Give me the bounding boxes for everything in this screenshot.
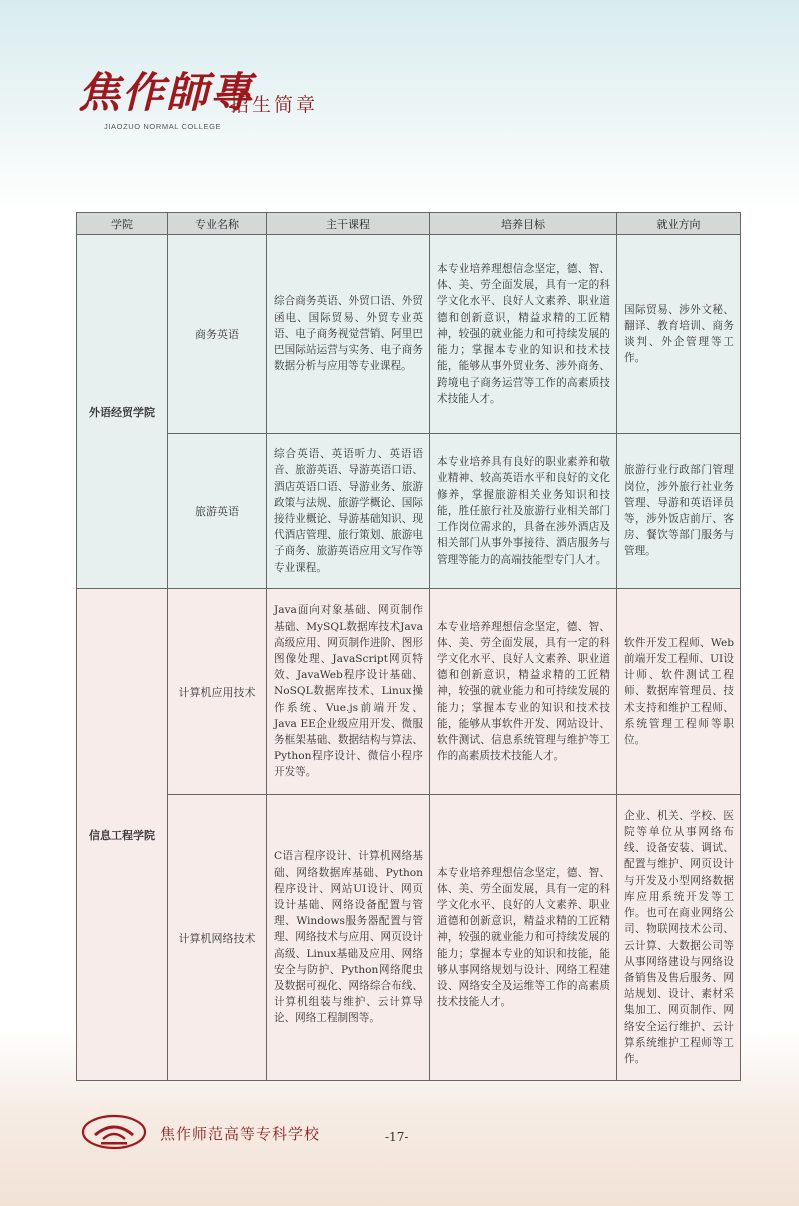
courses-cell: 综合英语、英语听力、英语语音、旅游英语、导游英语口语、酒店英语口语、导游业务、旅游政策与法规、旅游学概论、国际接待业概论、导游基础知识、现代酒店管理、旅行策划、旅游电子商务、旅游英语应用文写作等专业课程。: [267, 434, 430, 589]
table-row: [77, 434, 741, 589]
school-name: 焦作师范高等专科学校: [160, 1125, 321, 1143]
table-row: [77, 589, 741, 795]
major-name: 计算机网络技术: [168, 795, 267, 1081]
college-logo-english: JIAOZUO NORMAL COLLEGE: [104, 122, 222, 131]
college-name: 信息工程学院: [77, 589, 168, 1081]
school-emblem-icon: [81, 1113, 147, 1151]
table-row: [77, 235, 741, 434]
college-group: [77, 235, 741, 589]
courses-cell: 综合商务英语、外贸口语、外贸函电、国际贸易、外贸专业英语、电子商务视觉营销、阿里巴巴国际站运营与实务、电子商务数据分析与应用等专业课程。: [267, 235, 430, 434]
goal-cell: 本专业培养理想信念坚定，德、智、体、美、劳全面发展，具有一定的科学文化水平、良好人文素养、职业道德和创新意识，精益求精的工匠精神，较强的就业能力和可持续发展的能力；掌握本专业的知识和技术技能，能够从事软件开发、网站设计、软件测试、信息系统管理与维护等工作的高素质技术技能人才。: [430, 589, 617, 795]
goal-cell: 本专业培养理想信念坚定，德、智、体、美、劳全面发展，具有一定的科学文化水平、良好的人文素养、职业道德和创新意识，精益求精的工匠精神，较强的就业能力和可持续发展的能力；掌握本专业的知识和技能，能够从事网络规划与设计、网络工程建设、网络安全及运维等工作的高素质技术技能人才。: [430, 795, 617, 1081]
major-name: 计算机应用技术: [168, 589, 267, 795]
table-header-row: [77, 213, 741, 235]
career-cell: 软件开发工程师、Web前端开发工程师、UI设计师、软件测试工程师、数据库管理员、技术支持和维护工程师、系统管理工程师等职位。: [617, 589, 741, 795]
college-name: 外语经贸学院: [77, 235, 168, 589]
page-number: -17-: [385, 1130, 409, 1144]
courses-cell: C语言程序设计、计算机网络基础、网络数据库基础、Python程序设计、网站UI设计、网页设计基础、网络设备配置与管理、Windows服务器配置与管理、网络技术与应用、网页设计高级、Linux基础及应用、网络安全与防护、Python网络爬虫及数据可视化、网络综合布线、计算机组装与维护、云计算导论、网络工程制图等。: [267, 795, 430, 1081]
goal-cell: 本专业培养理想信念坚定，德、智、体、美、劳全面发展，具有一定的科学文化水平、良好人文素养、职业道德和创新意识，精益求精的工匠精神，较强的就业能力和可持续发展的能力；掌握本专业的知识和技术技能，能够从事外贸业务、涉外商务、跨境电子商务运营等工作的高素质技术技能人才。: [430, 235, 617, 434]
career-cell: 国际贸易、涉外文秘、翻译、教育培训、商务谈判、外企管理等工作。: [617, 235, 741, 434]
column-header: 学院: [77, 213, 168, 235]
column-header: 专业名称: [168, 213, 267, 235]
column-header: 主干课程: [267, 213, 430, 235]
courses-cell: Java面向对象基础、网页制作基础、MySQL数据库技术Java高级应用、网页制作进阶、图形图像处理、JavaScript网页特效、JavaWeb程序设计基础、NoSQL数据库技术、Linux操作系统、Vue.js前端开发、Java EE企业级应用开发、微服务框架基础、数据结构与算法、Python程序设计、微信小程序开发等。: [267, 589, 430, 795]
college-logo-text: 焦作師專: [78, 68, 255, 117]
majors-table: [76, 212, 741, 1081]
college-group: [77, 589, 741, 1081]
column-header: 就业方向: [617, 213, 741, 235]
career-cell: 旅游行业行政部门管理岗位，涉外旅行社业务管理、导游和英语译员等，涉外饭店前厅、客房、餐饮等部门服务与管理。: [617, 434, 741, 589]
major-name: 旅游英语: [168, 434, 267, 589]
goal-cell: 本专业培养具有良好的职业素养和敬业精神、较高英语水平和良好的文化修养，掌握旅游相关业务知识和技能，胜任旅行社及旅游行业相关部门工作岗位需求的，具备在涉外酒店及相关部门从事外事接待、酒店服务与管理等能力的高端技能型专门人才。: [430, 434, 617, 589]
table-row: [77, 795, 741, 1081]
page-title: 招生简章: [230, 94, 319, 116]
column-header: 培养目标: [430, 213, 617, 235]
career-cell: 企业、机关、学校、医院等单位从事网络布线、设备安装、调试、配置与维护、网页设计与开发及小型网络数据库应用系统开发等工作。也可在商业网络公司、物联网技术公司、云计算、大数据公司等从事网络建设与网络设备销售及售后服务、网站规划、设计、素材采集加工、网页制作、网络安全运行维护、云计算系统维护工程师等工作。: [617, 795, 741, 1081]
major-name: 商务英语: [168, 235, 267, 434]
